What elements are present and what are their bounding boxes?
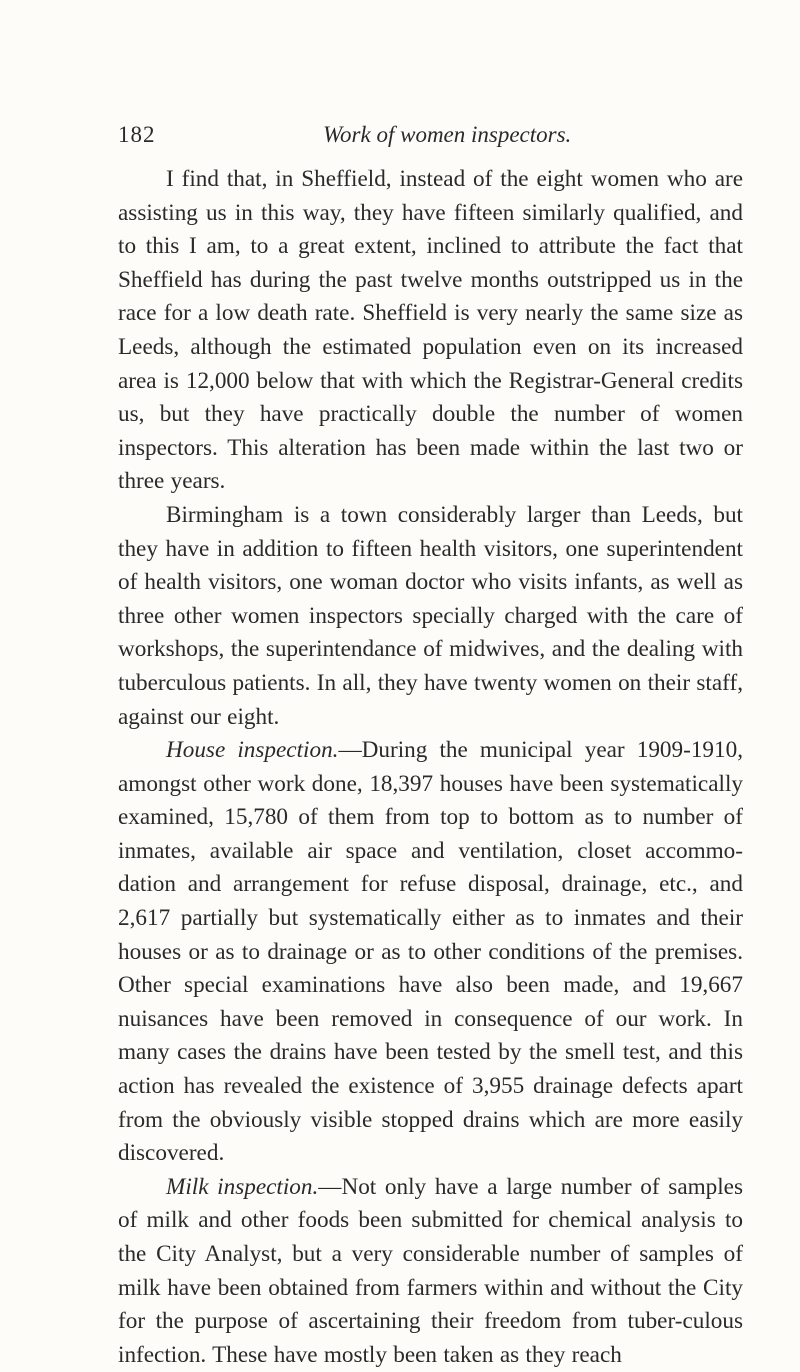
section-heading-milk-inspection: Milk inspection. bbox=[166, 1173, 319, 1200]
paragraph-birmingham bbox=[118, 499, 743, 734]
running-title: Work of women inspectors. bbox=[323, 122, 572, 147]
paragraph-milk-inspection bbox=[118, 1171, 743, 1372]
page-number: 182 bbox=[118, 122, 156, 147]
paragraph-text: Birmingham is a town considerably larger than Leeds, but they have in addition to fifteen health visitors, one superintendent of health visitors, one woman doctor who visits infants, as well as three other women inspectors specially charged with the care of workshops, the superintendance of midwives, and the dealing with tuberculous patients. In all, they have twenty women on their staff, against our eight. bbox=[118, 501, 743, 730]
paragraph-house-inspection bbox=[118, 734, 743, 1171]
section-heading-house-inspection: House inspection. bbox=[166, 737, 339, 764]
paragraph-text: —Not only have a large number of samples of milk and other foods been submitted for chemical analysis to the City Analyst, but a very considerable number of samples of milk have been obtained from farmers within and without the City for the purpose of ascertaining their freedom from tuber-culous infection. These have mostly been taken as they reach bbox=[118, 1173, 743, 1368]
paragraph-sheffield bbox=[118, 163, 743, 499]
paragraph-text: —During the municipal year 1909-1910, amongst other work done, 18,397 houses have been systematically examined, 15,780 of them from top to bottom as to number of inmates, available air space and ventilation, closet accommo-dation and arrangement for refuse disposal, drainage, etc., and 2,617 partially but systematically either as to inmates and their houses or as to drainage or as to other conditions of the premises. Other special examinations have also been made, and 19,667 nuisances have been removed in consequence of our work. In many cases the drains have been tested by the smell test, and this action has revealed the existence of 3,955 drainage defects apart from the obviously visible stopped drains which are more easily discovered. bbox=[118, 737, 743, 1167]
body-text bbox=[118, 163, 743, 1372]
running-head bbox=[118, 122, 738, 156]
paragraph-text: I find that, in Sheffield, instead of the eight women who are assisting us in this way, they have fifteen similarly qualified, and to this I am, to a great extent, inclined to attribute the fact that Sheffield has during the past twelve months outstripped us in the race for a low death rate. Sheffield is very nearly the same size as Leeds, although the estimated population even on its increased area is 12,000 below that with which the Registrar-General credits us, but they have practically double the number of women inspectors. This alteration has been made within the last two or three years. bbox=[118, 166, 743, 495]
